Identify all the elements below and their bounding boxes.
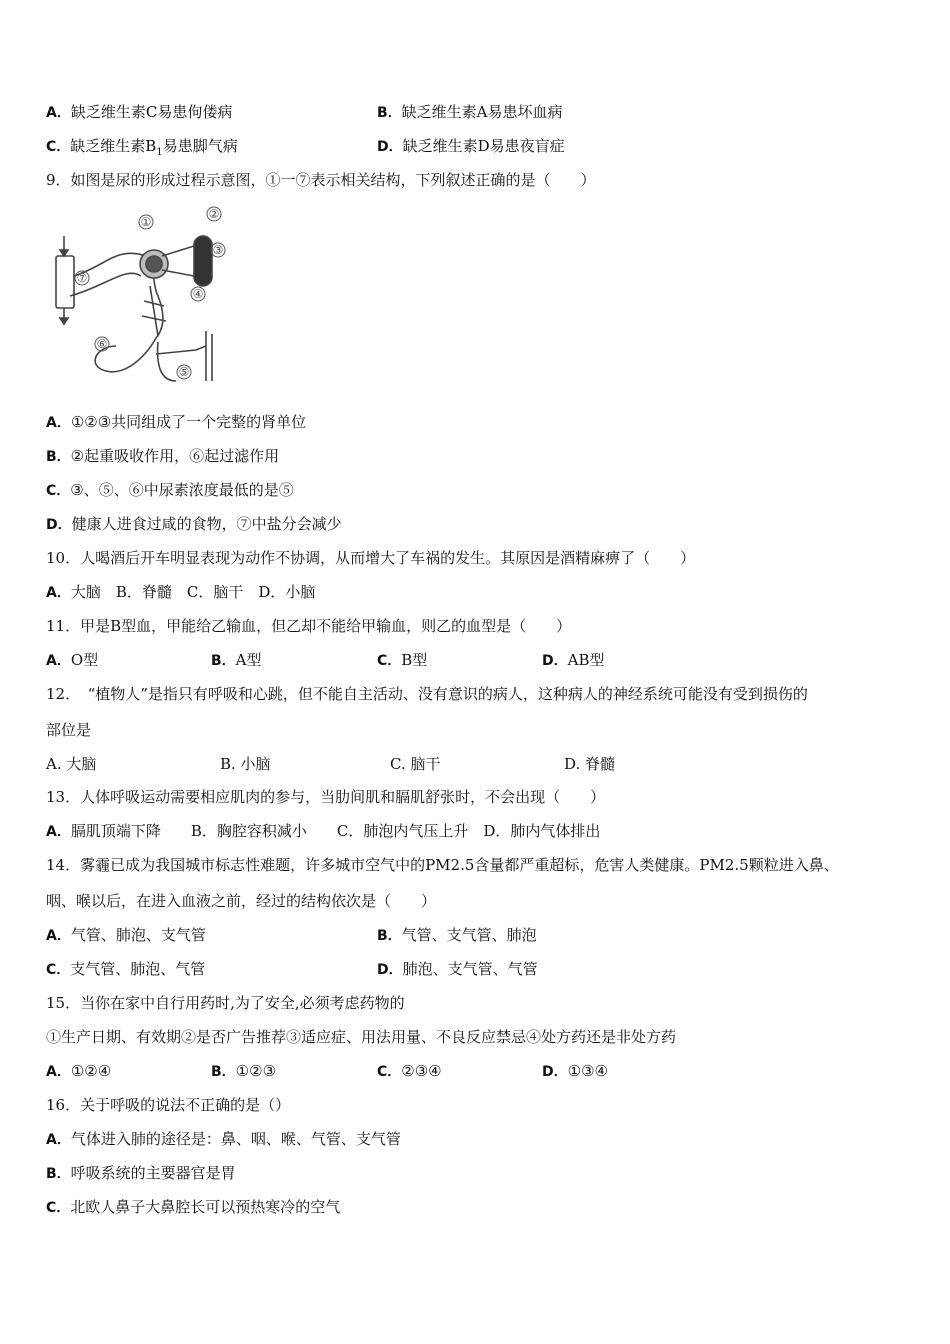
option-letter: A． [46,585,71,601]
q16-option-b [46,1163,236,1184]
q12-stem-line2: 部位是 [46,721,92,739]
option-text: ②③④ [401,1062,442,1080]
q13-stem: 13．人体呼吸运动需要相应肌肉的参与，当肋间肌和膈肌舒张时，不会出现（ ） [46,788,606,806]
figure-label-3: ③ [212,243,224,257]
option-text: 呼吸系统的主要器官是胃 [70,1164,236,1182]
option-letter: C． [46,139,71,155]
q16-option-a [46,1129,401,1150]
option-text: 缺乏维生素C易患佝偻病 [70,103,233,121]
q8-option-b [377,102,563,123]
figure-label-4: ④ [192,287,204,301]
arrow-head [60,250,68,256]
q11-option-d [542,650,604,671]
q9-option-b [46,446,279,467]
option-letter: A． [46,1132,71,1148]
option-text: ①②③ [235,1062,277,1080]
option-text: AB型 [567,651,605,669]
option-letter: A． [46,1064,71,1080]
q15-option-b [211,1061,276,1082]
option-text: ③、⑤、⑥中尿素浓度最低的是⑤ [70,481,294,499]
q11-option-b [211,650,262,671]
q12-option-c: C. 脑干 [390,755,441,773]
figure-label-2: ② [208,207,220,221]
option-letter: B． [211,1064,236,1080]
urine-formation-diagram [46,206,236,391]
option-text: ①②④ [70,1062,112,1080]
option-letter: D． [46,517,72,533]
q12-stem-line1: 12． “植物人”是指只有呼吸和心跳，但不能自主活动、没有意识的病人，这种病人的神经系统可能没有受到损伤的 [46,685,808,703]
option-text: 支气管、肺泡、气管 [70,960,206,978]
q12-option-a: A. 大脑 [46,755,97,773]
q9-option-c [46,480,294,501]
option-text: 大脑 B．脊髓 C．脑干 D．小脑 [70,583,316,601]
q15-items: ①生产日期、有效期②是否广告推荐③适应症、用法用量、不良反应禁忌④处方药还是非处方药 [46,1028,677,1046]
option-text: B型 [401,651,428,669]
option-letter: B． [377,105,402,121]
q8-option-a [46,102,232,123]
option-text: 气管、支气管、肺泡 [401,926,537,944]
renal-vessel [194,236,212,286]
option-letter: A． [46,928,71,944]
option-letter: B． [377,928,402,944]
option-text: 气体进入肺的途径是：鼻、咽、喉、气管、支气管 [70,1130,401,1148]
figure-label-7: ⑦ [76,271,88,285]
option-letter: A． [46,415,71,431]
q14-stem-line2: 咽、喉以后，在进入血液之前，经过的结构依次是（ ） [46,892,437,910]
figure-label-5: ⑤ [178,365,190,379]
q13-options [46,821,600,842]
option-text: ②起重吸收作用，⑥起过滤作用 [70,447,280,465]
q12-option-d: D. 脊髓 [564,755,616,773]
option-letter: D． [542,1064,568,1080]
option-letter: C． [46,483,71,499]
q11-option-a [46,650,98,671]
option-letter: A． [46,653,71,669]
option-text: 易患脚气病 [162,137,238,155]
option-text: 膈肌顶端下降 B．胸腔容积减小 C．肺泡内气压上升 D．肺内气体排出 [70,822,601,840]
q10-options [46,582,315,603]
figure-label-6: ⑥ [96,337,108,351]
glomerulus [146,256,162,272]
option-letter: A． [46,824,71,840]
q14-option-a [46,925,206,946]
q8-option-d [377,136,565,157]
option-letter: D． [542,653,568,669]
q12-option-b: B. 小脑 [220,755,271,773]
q11-option-c [377,650,427,671]
q14-stem-line1: 14．雾霾已成为我国城市标志性难题，许多城市空气中的PM2.5含量都严重超标，危害人类健康。PM2.5颗粒进入鼻、 [46,856,839,874]
option-text: O型 [70,651,99,669]
option-letter: C． [377,653,402,669]
option-letter: C． [46,962,71,978]
efferent-vessel [162,270,194,276]
q15-option-c [377,1061,442,1082]
ureter [158,342,176,381]
option-subscript: 1 [156,147,163,158]
figure-label-1: ① [140,215,152,229]
q9-option-a [46,412,306,433]
q16-option-c [46,1197,340,1218]
option-text: 气管、肺泡、支气管 [70,926,206,944]
option-text: 北欧人鼻子大鼻腔长可以预热寒冷的空气 [70,1198,341,1216]
afferent-vessel [162,246,194,256]
option-letter: D． [377,962,403,978]
option-text: A型 [235,651,262,669]
option-letter: C． [46,1200,71,1216]
option-letter: A． [46,105,71,121]
q14-option-d [377,959,538,980]
q15-option-a [46,1061,111,1082]
option-letter: B． [211,653,236,669]
q10-stem: 10．人喝酒后开车明显表现为动作不协调，从而增大了车祸的发生。其原因是酒精麻痹了（ ） [46,549,696,567]
collecting-duct [56,256,74,308]
option-text: 缺乏维生素A易患坏血病 [401,103,563,121]
q15-stem: 15．当你在家中自行用药时,为了安全,必须考虑药物的 [46,994,405,1012]
option-letter: D． [377,139,403,155]
q14-option-b [377,925,537,946]
q11-stem: 11．甲是B型血，甲能给乙输血，但乙却不能给甲输血，则乙的血型是（ ） [46,617,572,635]
q16-stem: 16．关于呼吸的说法不正确的是（） [46,1096,291,1114]
q9-option-d [46,514,342,535]
option-letter: C． [377,1064,402,1080]
arrow-head [60,318,68,324]
option-text: 缺乏维生素B [70,137,157,155]
option-text: 缺乏维生素D易患夜盲症 [402,137,565,155]
vessel-5 [156,346,206,354]
q15-option-d [542,1061,608,1082]
q14-option-c [46,959,205,980]
option-text: 健康人进食过咸的食物，⑦中盐分会减少 [71,515,342,533]
option-text: ①②③共同组成了一个完整的肾单位 [70,413,307,431]
option-letter: B． [46,1166,71,1182]
option-text: 肺泡、支气管、气管 [402,960,538,978]
option-letter: B． [46,449,71,465]
option-text: ①③④ [567,1062,608,1080]
q8-option-c [46,136,238,163]
q9-stem: 9．如图是尿的形成过程示意图，①一⑦表示相关结构，下列叙述正确的是（ ） [46,171,596,189]
